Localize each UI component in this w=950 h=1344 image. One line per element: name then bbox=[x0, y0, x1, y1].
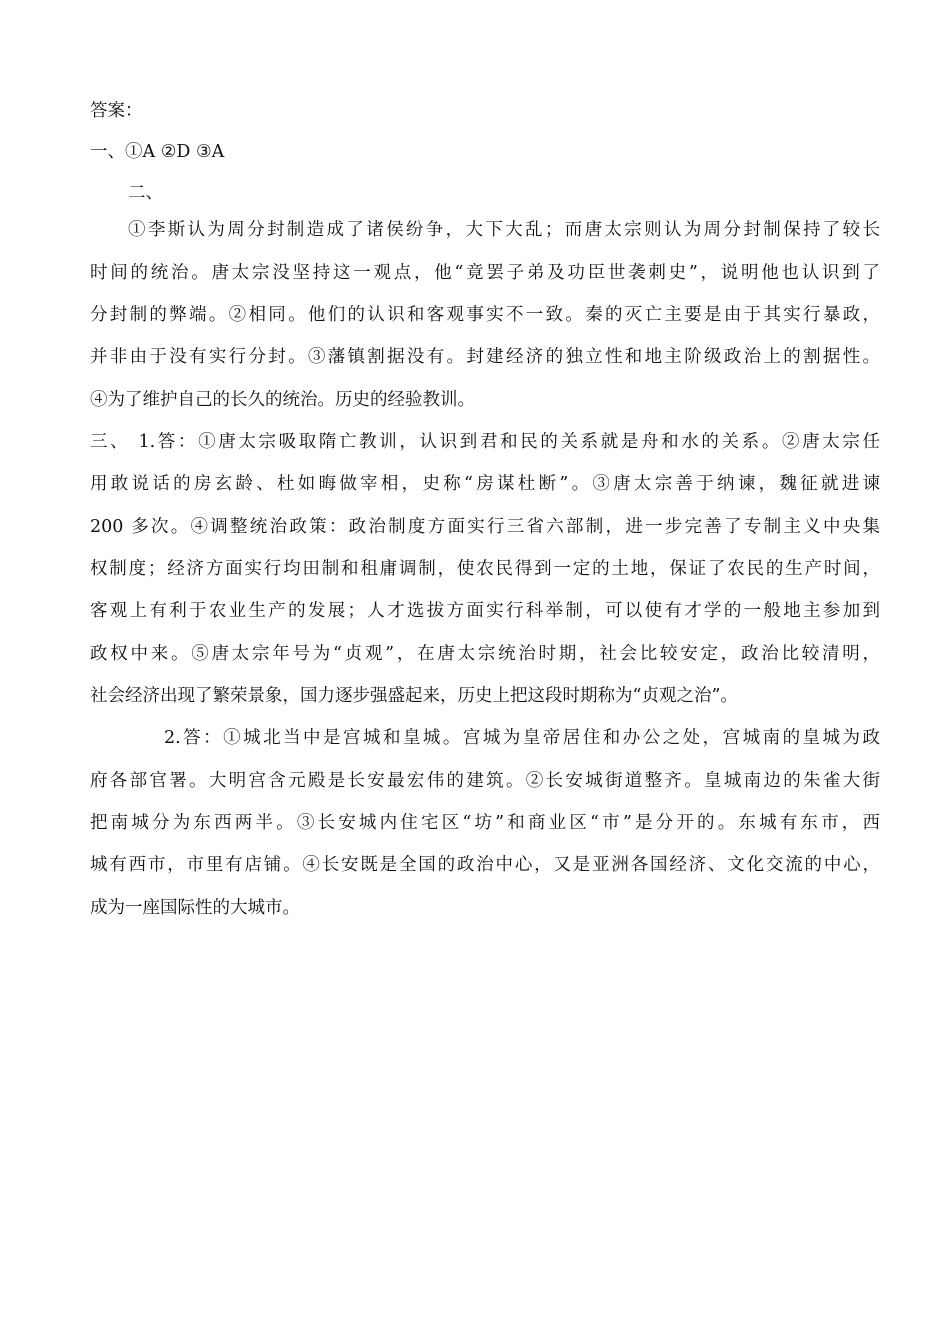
section-2-line: ①李斯认为周分封制造成了诸侯纷争，大下大乱；而唐太宗则认为周分封制保持了较长 bbox=[128, 220, 880, 240]
section-3-q1-line: 三、 1.答：①唐太宗吸取隋亡教训，认识到君和民的关系就是舟和水的关系。②唐太宗任 bbox=[90, 432, 880, 452]
section-2-line: 并非由于没有实行分封。③藩镇割据没有。封建经济的独立性和地主阶级政治上的割据性。 bbox=[90, 347, 880, 367]
section-3-q1-line: 客观上有利于农业生产的发展；人才选拔方面实行科举制，可以使有才学的一般地主参加到 bbox=[90, 601, 880, 621]
answer-heading: 答案： bbox=[90, 101, 143, 121]
section-3-q1-line: 权制度；经济方面实行均田制和租庸调制，使农民得到一定的土地，保证了农民的生产时间， bbox=[90, 559, 880, 579]
section-3-q2-line: 2.答：①城北当中是宫城和皇城。宫城为皇帝居住和办公之处，宫城南的皇城为政 bbox=[164, 728, 880, 748]
section-2-line: ④为了维护自己的长久的统治。历史的经验教训。 bbox=[90, 390, 475, 410]
section-1-answers: 一、①A ②D ③A bbox=[90, 142, 225, 162]
section-2-line: 时间的统治。唐太宗没坚持这一观点，他“竟罢子弟及功臣世袭刺史”，说明他也认识到了 bbox=[90, 263, 880, 283]
section-3-q2-line: 城有西市，市里有店铺。④长安既是全国的政治中心，又是亚洲各国经济、文化交流的中心， bbox=[90, 855, 880, 875]
section-2-line: 分封制的弊端。②相同。他们的认识和客观事实不一致。秦的灭亡主要是由于其实行暴政， bbox=[90, 305, 880, 325]
section-3-q1-line: 社会经济出现了繁荣景象，国力逐步强盛起来，历史上把这段时期称为“贞观之治”。 bbox=[90, 686, 738, 706]
section-3-q1-line: 用敢说话的房玄龄、杜如晦做宰相，史称“房谋杜断”。③唐太宗善于纳谏，魏征就进谏 bbox=[90, 474, 880, 494]
section-3-q1-line: 200 多次。④调整统治政策：政治制度方面实行三省六部制，进一步完善了专制主义中央集 bbox=[90, 517, 880, 537]
section-3-q1-line: 政权中来。⑤唐太宗年号为“贞观”，在唐太宗统治时期，社会比较安定，政治比较清明， bbox=[90, 644, 880, 664]
section-3-q2-line: 府各部官署。大明宫含元殿是长安最宏伟的建筑。②长安城街道整齐。皇城南边的朱雀大街 bbox=[90, 771, 880, 791]
section-2-label: 二、 bbox=[128, 183, 163, 203]
section-3-q2-line: 把南城分为东西两半。③长安城内住宅区“坊”和商业区“市”是分开的。东城有东市，西 bbox=[90, 813, 880, 833]
section-3-q2-line: 成为一座国际性的大城市。 bbox=[90, 898, 300, 918]
